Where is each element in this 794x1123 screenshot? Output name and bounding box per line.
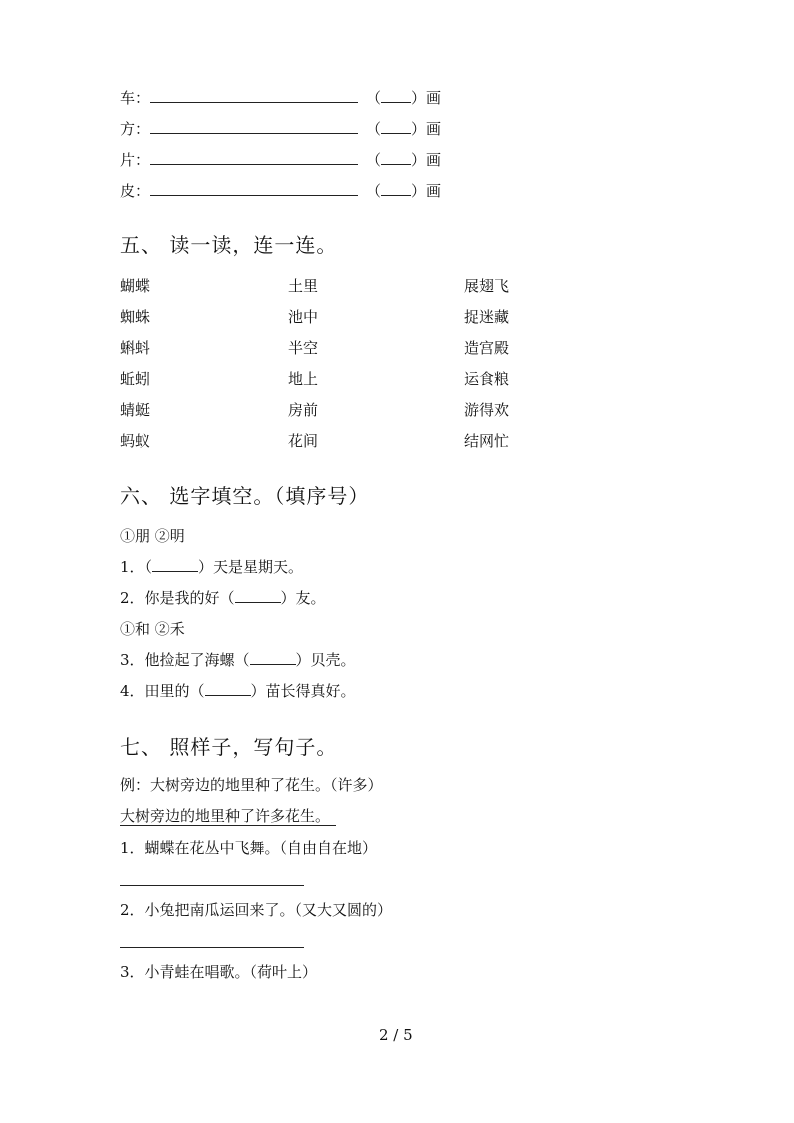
- example-answer: 大树旁边的地里种了许多花生。: [120, 806, 336, 826]
- stroke-unit: 画: [426, 182, 442, 200]
- question-2: 2．小兔把南瓜运回来了。（又大又圆的）: [120, 901, 393, 919]
- stroke-row: 方： （ ）画: [120, 120, 442, 138]
- fill-blank[interactable]: [235, 589, 281, 603]
- answer-line[interactable]: [120, 947, 304, 948]
- page-number: 2 / 5: [379, 1026, 413, 1044]
- section-title: 五、 读一读，连一连。: [120, 233, 338, 257]
- stroke-count-blank[interactable]: [381, 151, 411, 165]
- stroke-char: 方：: [120, 120, 151, 138]
- match-word[interactable]: 蜻蜓: [120, 401, 151, 419]
- match-word[interactable]: 房前: [288, 401, 319, 419]
- match-word[interactable]: 运食粮: [464, 370, 510, 388]
- match-word[interactable]: 游得欢: [464, 401, 510, 419]
- match-word[interactable]: 蝴蝶: [120, 277, 151, 295]
- option-group: ①和 ②禾: [120, 620, 185, 638]
- stroke-unit: 画: [426, 120, 442, 138]
- match-word[interactable]: 地上: [288, 370, 319, 388]
- match-word[interactable]: 花间: [288, 432, 319, 450]
- answer-line[interactable]: [150, 181, 358, 196]
- match-word[interactable]: 蚂蚁: [120, 432, 151, 450]
- question-1: 1．（ ）天是星期天。: [120, 558, 304, 576]
- question-1: 1．蝴蝶在花丛中飞舞。（自由自在地）: [120, 839, 378, 857]
- match-word[interactable]: 蝌蚪: [120, 339, 151, 357]
- answer-line[interactable]: [150, 150, 358, 165]
- match-word[interactable]: 捉迷藏: [464, 308, 510, 326]
- stroke-char: 皮：: [120, 182, 151, 200]
- match-word[interactable]: 造宫殿: [464, 339, 510, 357]
- fill-blank[interactable]: [250, 651, 296, 665]
- question-2: 2．你是我的好（ ）友。: [120, 589, 326, 607]
- section-title: 六、 选字填空。（填序号）: [120, 484, 370, 508]
- stroke-unit: 画: [426, 89, 442, 107]
- stroke-char: 车：: [120, 89, 151, 107]
- question-3: 3．小青蛙在唱歌。（荷叶上）: [120, 963, 318, 981]
- match-word[interactable]: 池中: [288, 308, 319, 326]
- stroke-row: 车： （ ）画: [120, 89, 442, 107]
- match-word[interactable]: 蜘蛛: [120, 308, 151, 326]
- stroke-row: 皮： （ ）画: [120, 182, 442, 200]
- answer-line[interactable]: [150, 88, 358, 103]
- match-word[interactable]: 半空: [288, 339, 319, 357]
- option-group: ①朋 ②明: [120, 527, 185, 545]
- question-3: 3．他捡起了海螺（ ）贝壳。: [120, 651, 356, 669]
- fill-blank[interactable]: [152, 558, 198, 572]
- section-title: 七、 照样子，写句子。: [120, 735, 338, 759]
- stroke-count-blank[interactable]: [381, 120, 411, 134]
- match-word[interactable]: 结网忙: [464, 432, 510, 450]
- fill-blank[interactable]: [205, 682, 251, 696]
- match-word[interactable]: 土里: [288, 277, 319, 295]
- stroke-row: 片： （ ）画: [120, 151, 442, 169]
- stroke-count-blank[interactable]: [381, 182, 411, 196]
- stroke-unit: 画: [426, 151, 442, 169]
- match-word[interactable]: 展翅飞: [464, 277, 510, 295]
- question-4: 4．田里的（ ）苗长得真好。: [120, 682, 356, 700]
- example-sentence: 例：大树旁边的地里种了花生。（许多）: [120, 776, 383, 794]
- match-word[interactable]: 蚯蚓: [120, 370, 151, 388]
- answer-line[interactable]: [150, 119, 358, 134]
- answer-line[interactable]: [120, 885, 304, 886]
- stroke-count-blank[interactable]: [381, 89, 411, 103]
- stroke-char: 片：: [120, 151, 151, 169]
